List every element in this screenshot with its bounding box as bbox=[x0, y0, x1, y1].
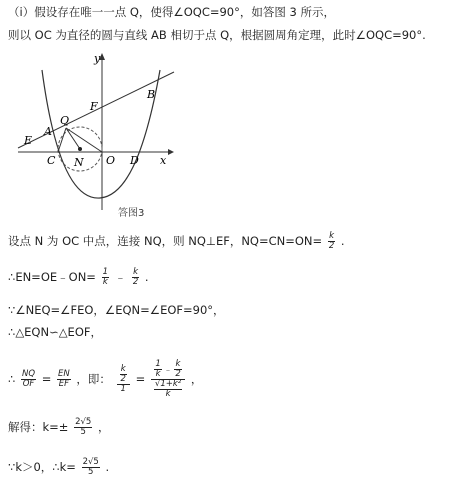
label-c: C bbox=[47, 154, 56, 167]
step-5-lhs-inner bbox=[120, 365, 127, 384]
step-5-rhs-num bbox=[151, 360, 185, 380]
step-3: ∵∠NEQ=∠FEO，∠EQN=∠EOF=90°， bbox=[8, 303, 225, 317]
step-7-num: 2√5 bbox=[82, 457, 99, 467]
step-5-prefix: ∴ bbox=[8, 372, 16, 386]
step-1 bbox=[8, 232, 345, 251]
step-5-rhs-b-num: k bbox=[175, 359, 181, 369]
parabola bbox=[42, 70, 160, 198]
step-7-fraction bbox=[82, 458, 100, 477]
intro-line-2: 则以 OC 为直径的圆与直线 AB 相切于点 Q，根据圆周角定理，此时∠OQC=90°. bbox=[8, 28, 426, 42]
step-1-frac-num: k bbox=[329, 231, 334, 241]
label-b: B bbox=[147, 88, 156, 101]
label-o: O bbox=[106, 154, 116, 167]
x-axis-arrow bbox=[168, 149, 174, 155]
step-1-tail: . bbox=[340, 234, 345, 248]
step-5-lhs-inner-num: k bbox=[120, 364, 126, 374]
step-5-f1-num: NQ bbox=[21, 369, 36, 379]
step-1-frac-den: 2 bbox=[328, 241, 335, 251]
step-5-mid: ，即： bbox=[76, 372, 111, 386]
step-1-fraction bbox=[328, 232, 335, 251]
figure-caption: 答图3 bbox=[118, 208, 145, 219]
step-5-lhs-den: 1 bbox=[120, 384, 126, 394]
step-5-f2-den: EF bbox=[58, 379, 69, 389]
step-6-tail: ， bbox=[97, 420, 110, 434]
label-x: x bbox=[160, 154, 167, 167]
step-2-tail: . bbox=[144, 270, 149, 284]
step-2 bbox=[8, 268, 149, 287]
step-7-den: 5 bbox=[87, 467, 94, 477]
step-2-f2-den: 2 bbox=[132, 277, 139, 287]
step-5-f1-den: OF bbox=[22, 379, 35, 389]
step-5-rhs-b-den: 2 bbox=[175, 369, 181, 379]
geometry-figure bbox=[14, 50, 184, 220]
step-7-tail: . bbox=[105, 460, 110, 474]
step-5-rhs-den bbox=[151, 380, 185, 399]
step-6 bbox=[8, 418, 109, 437]
label-f: F bbox=[90, 100, 98, 113]
step-5-lhs-inner-den: 2 bbox=[120, 374, 126, 384]
segment-qo bbox=[66, 128, 102, 152]
step-4: ∴△EQN∽△EOF， bbox=[8, 325, 102, 339]
step-6-fraction bbox=[74, 418, 92, 437]
step-5-rhs-den-bot: k bbox=[165, 389, 171, 399]
step-5-fraction-nq-of bbox=[21, 370, 36, 389]
step-2-minus: ﹣ bbox=[114, 270, 127, 284]
label-a: A bbox=[44, 125, 52, 138]
step-5-eq-1: = bbox=[41, 372, 52, 386]
step-5-lhs bbox=[117, 365, 130, 394]
step-2-text: ∴EN=OE﹣ON= bbox=[8, 270, 96, 284]
step-6-den: 5 bbox=[80, 427, 86, 437]
step-6-text: 解得：k=± bbox=[8, 420, 69, 434]
step-1-text: 设点 N 为 OC 中点，连接 NQ，则 NQ⊥EF，NQ=CN=ON= bbox=[8, 234, 323, 248]
step-7-text: ∵k＞0，∴k= bbox=[8, 460, 76, 474]
label-d: D bbox=[130, 154, 139, 167]
intro-line-1: （i）假设存在唯一一点 Q，使得∠OQC=90°，如答图 3 所示， bbox=[8, 5, 335, 19]
step-5-fraction-en-ef bbox=[57, 370, 71, 389]
segment-qc bbox=[58, 128, 66, 152]
step-2-fraction-1 bbox=[102, 268, 109, 287]
step-7 bbox=[8, 458, 109, 477]
segment-qn bbox=[66, 128, 80, 149]
step-5-lhs-num bbox=[117, 365, 130, 385]
step-5-rhs bbox=[151, 360, 185, 399]
step-5-rhs-den-frac bbox=[154, 380, 182, 399]
step-5-rhs-den-top: √1+k² bbox=[154, 379, 182, 389]
step-2-f1-den: k bbox=[102, 277, 108, 287]
step-5-rhs-a-num: 1 bbox=[155, 359, 161, 369]
label-y: y bbox=[94, 52, 101, 65]
step-2-fraction-2 bbox=[132, 268, 139, 287]
step-5-rhs-a-den: k bbox=[155, 369, 161, 379]
step-5-f2-num: EN bbox=[58, 369, 70, 379]
step-5-tail: ， bbox=[190, 372, 203, 386]
step-6-num: 2√5 bbox=[75, 417, 92, 427]
step-5-rhs-b bbox=[174, 360, 181, 379]
label-e: E bbox=[24, 134, 33, 147]
step-5-eq-2: = bbox=[135, 372, 146, 386]
step-5 bbox=[8, 360, 202, 399]
step-5-rhs-minus: ﹣ bbox=[163, 365, 173, 375]
step-2-f1-num: 1 bbox=[102, 267, 109, 277]
point-n bbox=[78, 147, 82, 151]
step-5-rhs-a bbox=[154, 360, 161, 379]
step-2-f2-num: k bbox=[133, 267, 138, 277]
label-n: N bbox=[74, 156, 84, 169]
label-q: Q bbox=[60, 114, 70, 127]
